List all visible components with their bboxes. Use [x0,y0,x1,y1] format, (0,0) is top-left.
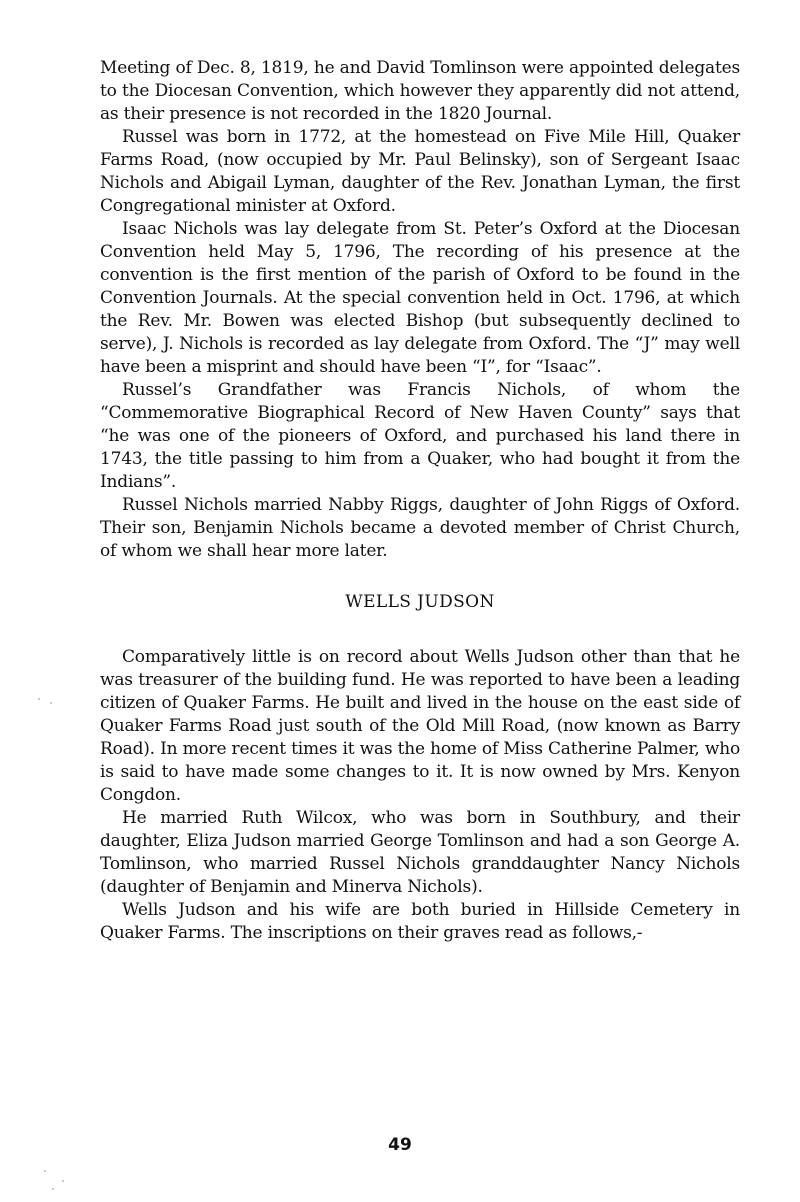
text-block-upper [100,57,740,563]
scan-speck [50,702,52,704]
paragraph-convention-delegates: Meeting of Dec. 8, 1819, he and David Tomlinson were appointed delegates to the Diocesan Convention, which however they apparently did not attend, as their presence is not recorded in the 1820 Journal. [100,58,740,124]
paragraph-russel-marriage: Russel Nichols married Nabby Riggs, daughter of John Riggs of Oxford. Their son, Benjamin Nichols became a devoted member of Christ Church, of whom we shall hear more later. [100,495,740,561]
text-block-lower [100,646,740,945]
paragraph-isaac-nichols: Isaac Nichols was lay delegate from St. Peter’s Oxford at the Diocesan Convention held May 5, 1796, The recording of his presence at the convention is the first mention of the parish of Oxford to be found in the Convention Journals. At the special convention held in Oct. 1796, at which the Rev. Mr. Bowen was elected Bishop (but subsequently declined to serve), J. Nichols is recorded as lay delegate from Oxford. The “J” may well have been a misprint and should have been “I”, for “Isaac”. [100,219,740,377]
paragraph-wells-judson-house: Comparatively little is on record about Wells Judson other than that he was treasurer of the building fund. He was reported to have been a leading citizen of Quaker Farms. He built and lived in the house on the east side of Quaker Farms Road just south of the Old Mill Road, (now known as Barry Road). In more recent times it was the home of Miss Catherine Palmer, who is said to have made some changes to it. It is now owned by Mrs. Kenyon Congdon. [100,647,740,805]
scan-speck [38,698,40,700]
paragraph-burial: Wells Judson and his wife are both buried in Hillside Cemetery in Quaker Farms. The inscriptions on their graves read as follows,- [100,900,740,943]
section-heading: WELLS JUDSON [345,592,495,612]
paragraph-francis-nichols: Russel’s Grandfather was Francis Nichols, of whom the “Commemorative Biographical Record of New Haven County” says that “he was one of the pioneers of Oxford, and purchased his land there in 1743, the title passing to him from a Quaker, who had bought it from the Indians”. [100,380,740,492]
paragraph-ruth-wilcox: He married Ruth Wilcox, who was born in Southbury, and their daughter, Eliza Judson married George Tomlinson and had a son George A. Tomlinson, who married Russel Nichols granddaughter Nancy Nichols (daughter of Benjamin and Minerva Nichols). [100,808,740,897]
scan-speck [62,1180,64,1182]
scan-speck [52,1188,54,1190]
paragraph-russel-birth: Russel was born in 1772, at the homestead on Five Mile Hill, Quaker Farms Road, (now occupied by Mr. Paul Belinsky), son of Sergeant Isaac Nichols and Abigail Lyman, daughter of the Rev. Jonathan Lyman, the first Congregational minister at Oxford. [100,127,740,216]
scan-speck [44,1170,46,1172]
page-body [100,57,740,945]
page-number: 49 [388,1135,412,1155]
